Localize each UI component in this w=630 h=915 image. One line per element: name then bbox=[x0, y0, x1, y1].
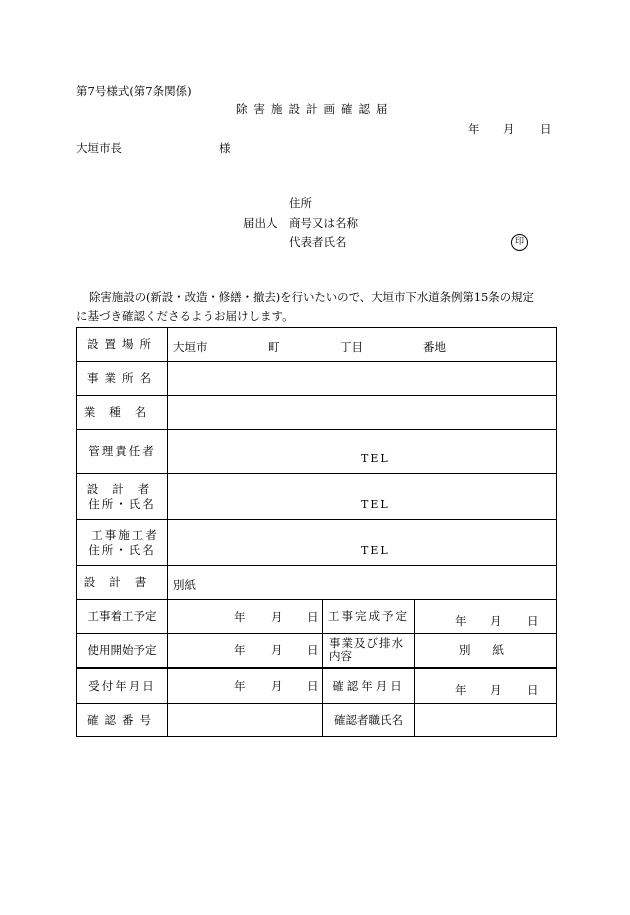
business-name-label: 事業所名 bbox=[77, 362, 168, 396]
construction-end-date[interactable] bbox=[415, 600, 557, 634]
confirmer-field[interactable] bbox=[415, 704, 557, 737]
construction-end-month: 月 bbox=[490, 613, 502, 628]
row-received-date bbox=[77, 668, 557, 704]
contractor-label bbox=[77, 520, 168, 566]
seal-mark: 印 bbox=[511, 234, 528, 251]
construction-start-date[interactable] bbox=[168, 600, 323, 634]
received-day: 日 bbox=[307, 678, 319, 693]
row-design-doc bbox=[77, 566, 557, 600]
use-start-label: 使用開始予定 bbox=[77, 634, 168, 668]
form-number: 第7号様式(第7条関係) bbox=[76, 84, 192, 98]
confirmed-date[interactable] bbox=[415, 668, 557, 704]
confirmed-day: 日 bbox=[527, 682, 539, 697]
confirmation-no-label: 確認番号 bbox=[77, 704, 168, 737]
applicant-representative-label: 代表者氏名 bbox=[289, 235, 347, 249]
installation-location-label: 設置場所 bbox=[77, 328, 168, 362]
business-drainage-label-line2: 内容 bbox=[329, 649, 352, 664]
date-day: 日 bbox=[540, 122, 552, 136]
received-date[interactable] bbox=[168, 668, 323, 704]
designer-label-line2: 住所・氏名 bbox=[88, 496, 156, 511]
confirmer-label: 確認者職氏名 bbox=[323, 704, 415, 737]
row-construction-dates bbox=[77, 600, 557, 634]
contractor-field[interactable] bbox=[168, 520, 557, 566]
received-date-label: 受付年月日 bbox=[77, 668, 168, 704]
construction-start-label: 工事着工予定 bbox=[77, 600, 168, 634]
row-contractor bbox=[77, 520, 557, 566]
contractor-label-line2: 住所・氏名 bbox=[88, 542, 156, 557]
body-text-line2: に基づき確認くださるようお届けします。 bbox=[76, 309, 294, 323]
location-banchi: 番地 bbox=[423, 340, 446, 354]
row-installation-location bbox=[77, 328, 557, 362]
construction-start-year: 年 bbox=[234, 609, 246, 624]
date-month: 月 bbox=[503, 122, 515, 136]
design-doc-label: 設計書 bbox=[77, 566, 168, 600]
business-drainage-label-line1: 事業及び排水 bbox=[329, 636, 404, 651]
designer-field[interactable] bbox=[168, 474, 557, 520]
confirmed-month: 月 bbox=[490, 682, 502, 697]
industry-field[interactable] bbox=[168, 396, 557, 430]
manager-tel: TEL bbox=[361, 452, 390, 466]
applicant-address-label: 住所 bbox=[289, 196, 312, 210]
business-name-field[interactable] bbox=[168, 362, 557, 396]
construction-start-month: 月 bbox=[271, 609, 283, 624]
industry-label: 業種名 bbox=[77, 396, 168, 430]
confirmed-year: 年 bbox=[455, 682, 467, 697]
construction-end-year: 年 bbox=[455, 613, 467, 628]
business-drainage-value[interactable]: 別紙 bbox=[415, 634, 557, 668]
row-confirmation-no bbox=[77, 704, 557, 737]
body-text-line1: 除害施設の(新設・改造・修繕・撤去)を行いたいので、大垣市下水道条例第15条の規定 bbox=[89, 290, 534, 304]
row-industry bbox=[77, 396, 557, 430]
row-manager bbox=[77, 430, 557, 474]
applicant-trade-name-label: 商号又は名称 bbox=[289, 216, 358, 230]
construction-start-day: 日 bbox=[307, 609, 319, 624]
manager-field[interactable] bbox=[168, 430, 557, 474]
use-start-month: 月 bbox=[271, 643, 283, 658]
location-city: 大垣市 bbox=[173, 340, 208, 354]
location-chome: 丁目 bbox=[340, 340, 363, 354]
installation-location-field[interactable] bbox=[168, 328, 557, 362]
designer-tel: TEL bbox=[361, 498, 390, 512]
form-title: 除害施設計画確認届 bbox=[236, 102, 394, 116]
addressee-mayor: 大垣市長 bbox=[76, 141, 122, 155]
business-drainage-label bbox=[323, 634, 415, 668]
applicant-label: 届出人 bbox=[243, 216, 278, 230]
date-year: 年 bbox=[468, 122, 480, 136]
form-table bbox=[76, 327, 557, 737]
received-month: 月 bbox=[271, 678, 283, 693]
contractor-label-line1: 工事施工者 bbox=[91, 528, 159, 543]
received-year: 年 bbox=[234, 678, 246, 693]
contractor-tel: TEL bbox=[361, 544, 390, 558]
row-designer bbox=[77, 474, 557, 520]
confirmation-no-field[interactable] bbox=[168, 704, 323, 737]
use-start-date[interactable] bbox=[168, 634, 323, 668]
use-start-year: 年 bbox=[234, 643, 246, 658]
designer-label-line1: 設計者 bbox=[86, 482, 164, 497]
row-use-start bbox=[77, 634, 557, 668]
confirmed-date-label: 確認年月日 bbox=[323, 668, 415, 704]
use-start-day: 日 bbox=[307, 643, 319, 658]
addressee-honorific: 様 bbox=[219, 141, 231, 155]
manager-label: 管理責任者 bbox=[77, 430, 168, 474]
location-town: 町 bbox=[268, 340, 280, 354]
construction-end-label: 工事完成予定 bbox=[323, 600, 415, 634]
designer-label bbox=[77, 474, 168, 520]
design-doc-value[interactable]: 別紙 bbox=[168, 566, 557, 600]
construction-end-day: 日 bbox=[527, 613, 539, 628]
row-business-name bbox=[77, 362, 557, 396]
